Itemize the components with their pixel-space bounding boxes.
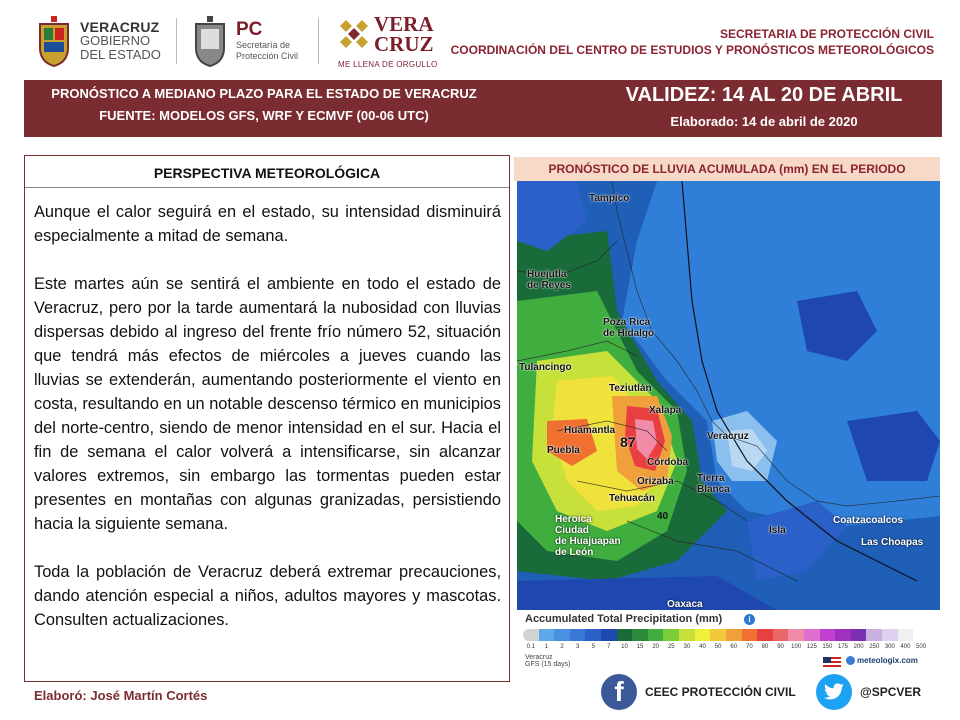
legend-tick-label: 5 — [591, 644, 595, 650]
info-icon[interactable]: i — [744, 614, 755, 625]
veracruz-government-logo — [34, 14, 161, 68]
map-label-puebla: Puebla — [547, 445, 580, 456]
map-label-huejutla-line1: Huejutla — [527, 269, 567, 280]
map-label-tierra-blanca-line1: Tierra — [697, 473, 725, 484]
legend-tick-label: 20 — [652, 644, 660, 650]
elaboration-date: Elaborado: 14 de abril de 2020 — [670, 114, 858, 129]
map-label-huejutla-line2: de Reyes — [527, 280, 571, 291]
legend-tick-label: 175 — [837, 644, 848, 650]
map-label-xalapa: Xalapa — [649, 405, 682, 416]
us-flag-icon — [823, 657, 841, 669]
map-label-huajuapan-line4: de León — [555, 547, 594, 558]
legend-swatch — [788, 629, 804, 641]
legend-tick-label: 0.1 — [526, 644, 535, 650]
legend-tick-label: 10 — [621, 644, 628, 650]
legend-tick-label: 400 — [900, 644, 911, 650]
legend-swatch — [601, 629, 617, 641]
meteologix-brand: meteologix.com — [857, 656, 918, 665]
map-label-tampico: Tampico — [589, 193, 630, 204]
author: Elaboró: José Martín Cortés — [34, 688, 208, 703]
legend-tick-label: 25 — [667, 644, 675, 650]
legend-tick-label: 300 — [884, 644, 895, 650]
legend-tick-label: 2 — [560, 644, 564, 650]
map-label-veracruz: Veracruz — [707, 431, 749, 442]
map-label-huajuapan — [555, 514, 621, 558]
logo-veracruz-line3: DEL ESTADO — [80, 47, 161, 62]
legend-tick-label: 7 — [607, 644, 611, 650]
facebook-icon[interactable]: f — [601, 674, 637, 710]
veracruz-brand-logo — [338, 14, 434, 54]
brand-logo-line1: VERA — [374, 12, 434, 36]
map-label-coatzacoalcos: Coatzacoalcos — [833, 515, 904, 526]
legend-tick-label: 150 — [822, 644, 833, 650]
forecast-source: FUENTE: MODELOS GFS, WRF Y ECMVF (00-06 UTC) — [99, 108, 429, 123]
legend-swatch — [617, 629, 633, 641]
legend-tick-label: 500 — [916, 644, 927, 650]
brand-logo-line2: CRUZ — [374, 32, 434, 56]
map-label-tulancingo: Tulancingo — [519, 362, 572, 373]
pc-logo-line3: Protección Civil — [236, 51, 299, 61]
legend-tick-label: 40 — [699, 644, 706, 650]
map-label-cordoba: Córdoba — [647, 457, 689, 468]
legend-swatch — [695, 629, 711, 641]
legend-tick-label: 15 — [636, 644, 644, 650]
map-label-poza-rica-line1: Poza Rica — [603, 317, 651, 328]
forecast-title: PRONÓSTICO A MEDIANO PLAZO PARA EL ESTADO DE VERACRUZ — [51, 86, 477, 101]
legend-swatch — [742, 629, 758, 641]
twitter-link[interactable] — [816, 674, 921, 710]
legend-tick-label: 3 — [575, 644, 580, 650]
legend-ticks — [523, 644, 929, 650]
legend-swatch — [757, 629, 773, 641]
map-label-tierra-blanca-line2: Blanca — [697, 484, 730, 495]
legend-swatch — [570, 629, 586, 641]
precipitation-map — [517, 181, 940, 610]
legend-swatch — [851, 629, 867, 641]
map-label-poza-rica — [603, 317, 654, 339]
map-label-tierra-blanca — [697, 473, 730, 495]
legend-swatch — [663, 629, 679, 641]
pc-logo-title: PC — [236, 19, 263, 40]
perspective-paragraph-3: Toda la población de Veracruz deberá extremar precauciones, dando atención especial a niños, adultos mayores y mascotas. Consulten actualizaciones. — [34, 563, 501, 629]
legend-swatch — [585, 629, 601, 641]
perspective-title: PERSPECTIVA METEOROLÓGICA — [153, 165, 381, 181]
map-label-poza-rica-line2: de Hidalgo — [603, 328, 655, 339]
legend-swatch — [913, 629, 929, 641]
map-label-oaxaca: Oaxaca — [667, 599, 703, 610]
perspective-divider — [25, 187, 509, 188]
pc-crest-icon — [190, 14, 230, 68]
legend-swatch — [710, 629, 726, 641]
legend-swatch — [820, 629, 836, 641]
legend-tick-label: 30 — [683, 644, 691, 650]
legend-swatch — [835, 629, 851, 641]
legend-swatch — [648, 629, 664, 641]
legend-tick-label: 90 — [777, 644, 784, 650]
legend-swatch — [898, 629, 914, 641]
map-label-tehuacan: Tehuacán — [609, 493, 655, 504]
perspective-paragraph-2: Este martes aún se sentirá el ambiente en todo el estado de Veracruz, pero por la tarde aumentará la nubosidad con lluvias dispersas debido al ingreso del frente frío número 52, situación que tendrá más efectos de miércoles a jueves cuando las lluvias se extenderán, aumentando posteriormente el viento en costa, resultando en un notable descenso térmico en municipios del norte-centro, siendo de menor intensidad en el sur. Hacia el fin de semana el calor volverá a intensificarse, sin alcanzar valores extremos, sin embargo las tormentas pueden estar presentes en montañas con algunas granizadas, persistiendo hacia la siguiente semana. — [34, 275, 501, 533]
validity-period: VALIDEZ: 14 AL 20 DE ABRIL — [625, 84, 903, 106]
legend-tick-label: 50 — [714, 644, 722, 650]
legend-tick-label: 250 — [869, 644, 880, 650]
legend-title: Accumulated Total Precipitation (mm) — [525, 613, 723, 625]
facebook-link[interactable] — [601, 674, 796, 710]
agency-header — [451, 26, 934, 58]
legend-tick-label: 200 — [853, 644, 864, 650]
legend-swatch — [866, 629, 882, 641]
pc-logo-line2: Secretaría de — [236, 40, 291, 50]
perspective-panel — [24, 155, 510, 682]
legend-tick-label: 125 — [806, 644, 817, 650]
map-label-las-choapas: Las Choapas — [861, 537, 924, 548]
twitter-icon[interactable] — [816, 674, 852, 710]
agency-line2: COORDINACIÓN DEL CENTRO DE ESTUDIOS Y PRONÓSTICOS METEOROLÓGICOS — [450, 43, 934, 57]
legend-swatch — [773, 629, 789, 641]
proteccion-civil-logo — [190, 14, 298, 68]
legend-swatch — [523, 629, 539, 641]
map-label-teziutlan: Teziutlán — [609, 383, 652, 394]
perspective-paragraph-1: Aunque el calor seguirá en el estado, su intensidad disminuirá especialmente a mitad de semana. — [34, 203, 501, 245]
meteologix-logo — [846, 656, 918, 665]
legend-tick-label: 1 — [544, 644, 549, 650]
legend-swatch — [632, 629, 648, 641]
map-min-value: 40 — [657, 511, 669, 522]
legend-color-bar — [523, 629, 929, 641]
legend-swatch — [539, 629, 555, 641]
legend-swatch — [882, 629, 898, 641]
map-label-huajuapan-line2: Ciudad — [555, 525, 589, 536]
map-label-huajuapan-line1: Heroica — [555, 514, 592, 525]
brand-tagline: ME LLENA DE ORGULLO — [338, 60, 438, 69]
map-label-orizaba: Orizaba — [637, 476, 674, 487]
legend-tick-label: 70 — [745, 644, 753, 650]
legend-swatch — [679, 629, 695, 641]
logo-divider — [318, 18, 319, 64]
meteologix-icon — [846, 656, 855, 665]
logo-veracruz-line1: VERACRUZ — [80, 19, 160, 35]
legend-swatch — [726, 629, 742, 641]
title-band — [24, 80, 942, 137]
twitter-label[interactable]: @SPCVER — [860, 685, 922, 699]
map-label-huamantla: Huamantla — [564, 425, 616, 436]
map-max-value: 87 — [620, 434, 636, 450]
agency-line1: SECRETARIA DE PROTECCIÓN CIVIL — [719, 27, 934, 41]
map-label-huejutla — [527, 269, 571, 291]
veracruz-crest-icon — [34, 14, 74, 68]
legend-tick-label: 80 — [761, 644, 769, 650]
facebook-label[interactable]: CEEC PROTECCIÓN CIVIL — [645, 685, 796, 699]
logo-divider — [176, 18, 177, 64]
map-label-huajuapan-line3: de Huajuapan — [555, 536, 621, 547]
perspective-body — [34, 200, 501, 656]
legend-model-region: Veracruz — [525, 654, 553, 661]
legend-tick-label: 60 — [730, 644, 738, 650]
legend-swatch — [804, 629, 820, 641]
map-title: PRONÓSTICO DE LLUVIA ACUMULADA (mm) EN EL PERIODO — [514, 157, 940, 181]
legend-swatch — [554, 629, 570, 641]
map-label-isla: Isla — [769, 525, 786, 536]
legend-model-name: GFS (15 days) — [525, 661, 571, 668]
veracruz-pattern-icon — [338, 18, 370, 50]
legend-tick-label: 100 — [791, 644, 802, 650]
logo-veracruz-line2: GOBIERNO — [80, 33, 151, 48]
